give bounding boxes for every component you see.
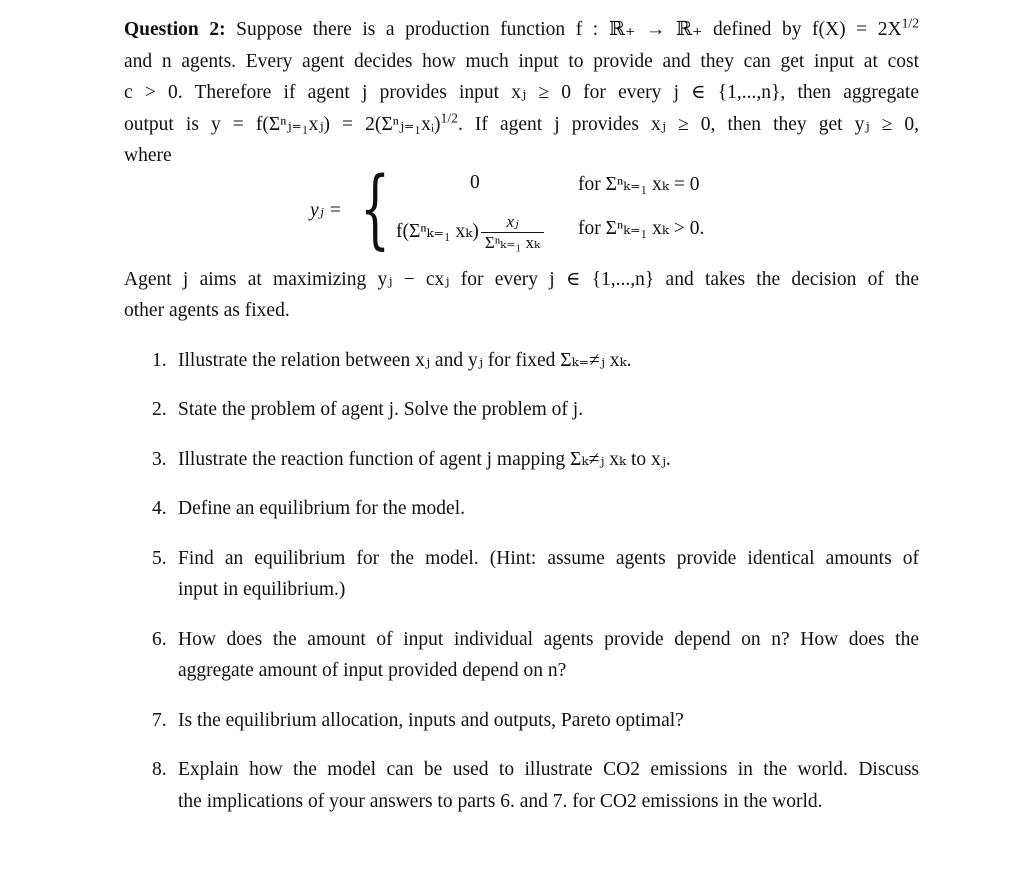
intro-line-4: output is y = f(Σⁿⱼ₌₁xⱼ) = 2(Σⁿⱼ₌₁xᵢ)$^{1/2}$. If agent j provides xⱼ ≥ 0, then they get yⱼ ≥ 0, — [124, 110, 919, 135]
exponent-second: 1/2 — [440, 110, 458, 125]
question-intro — [124, 14, 919, 172]
after-line-1: Agent j aims at maximizing yⱼ − cxⱼ for every j ∈ {1,...,n} and takes the decision of the — [124, 268, 919, 290]
intro-line-2: and n agents. Every agent decides how much input to provide and they can get input at cost — [124, 50, 919, 72]
item-number: 7. — [152, 709, 167, 731]
case1-condition: for Σⁿₖ₌₁ xₖ > 0. — [578, 217, 705, 239]
item-text: Is the equilibrium allocation, inputs and outputs, Pareto optimal? — [178, 709, 684, 731]
item-text-line-1: How does the amount of input individual agents provide depend on n? How does the — [178, 628, 919, 650]
list-item — [124, 345, 919, 377]
item-number: 1. — [152, 349, 167, 371]
item-number: 8. — [152, 759, 167, 780]
list-item — [124, 543, 919, 606]
fraction-numerator: xⱼ — [506, 211, 519, 231]
item-number: 6. — [152, 628, 167, 650]
item-text: Illustrate the relation between xⱼ and yⱼ for fixed Σₖ₌≠ⱼ xₖ. — [178, 349, 632, 371]
item-text-line-1: Find an equilibrium for the model. (Hint: assume agents provide identical amounts of — [178, 547, 919, 569]
equation-lhs: yⱼ = — [310, 199, 342, 221]
list-item — [124, 394, 919, 426]
item-number: 3. — [152, 448, 167, 470]
intro-line-5: where — [124, 145, 172, 166]
fraction-denominator: Σⁿₖ₌₁ xₖ — [481, 232, 544, 253]
item-text-line-2: the implications of your answers to parts 6. and 7. for CO2 emissions in the world. — [178, 790, 823, 812]
left-brace-icon: { — [360, 158, 391, 259]
item-text-line-2: input in equilibrium.) — [178, 579, 346, 600]
after-line-2: other agents as fixed. — [124, 300, 290, 321]
question-after — [124, 264, 919, 327]
list-item — [124, 444, 919, 476]
item-text: Define an equilibrium for the model. — [178, 498, 465, 519]
case0-value: 0 — [470, 171, 480, 193]
item-number: 4. — [152, 498, 167, 519]
fraction — [481, 212, 544, 253]
item-text-line-2: aggregate amount of input provided depend on n? — [178, 660, 567, 681]
question-label: Question 2: — [124, 19, 226, 40]
intro-line-3: c > 0. Therefore if agent j provides input xⱼ ≥ 0 for every j ∈ {1,...,n}, then aggregate — [124, 82, 919, 103]
item-text: Illustrate the reaction function of agent j mapping Σₖ≠ⱼ xₖ to xⱼ. — [178, 448, 671, 470]
document-page — [124, 14, 919, 817]
list-item — [124, 754, 919, 817]
exponent-first: 1/2 — [901, 15, 920, 31]
case1-value: f(Σⁿₖ₌₁ xₖ) $\frac{\text{xⱼ}}{\text{Σⁿₖ₌₁ xₖ}}$ — [396, 212, 544, 253]
item-text: State the problem of agent j. Solve the problem of j. — [178, 399, 584, 420]
case0-condition: for Σⁿₖ₌₁ xₖ = 0 — [578, 173, 700, 195]
item-text-line-1: Explain how the model can be used to illustrate CO2 emissions in the world. Discuss — [178, 759, 919, 780]
question-list — [124, 345, 919, 818]
list-item — [124, 493, 919, 525]
item-number: 2. — [152, 399, 167, 420]
item-number: 5. — [152, 547, 167, 569]
list-item — [124, 705, 919, 737]
intro-line-1: Question 2: Suppose there is a production function f : ℝ₊ → ℝ₊ defined by $f(X) = 2X^{1/2}$ — [124, 15, 920, 40]
list-item — [124, 624, 919, 687]
piecewise-equation — [124, 158, 919, 260]
